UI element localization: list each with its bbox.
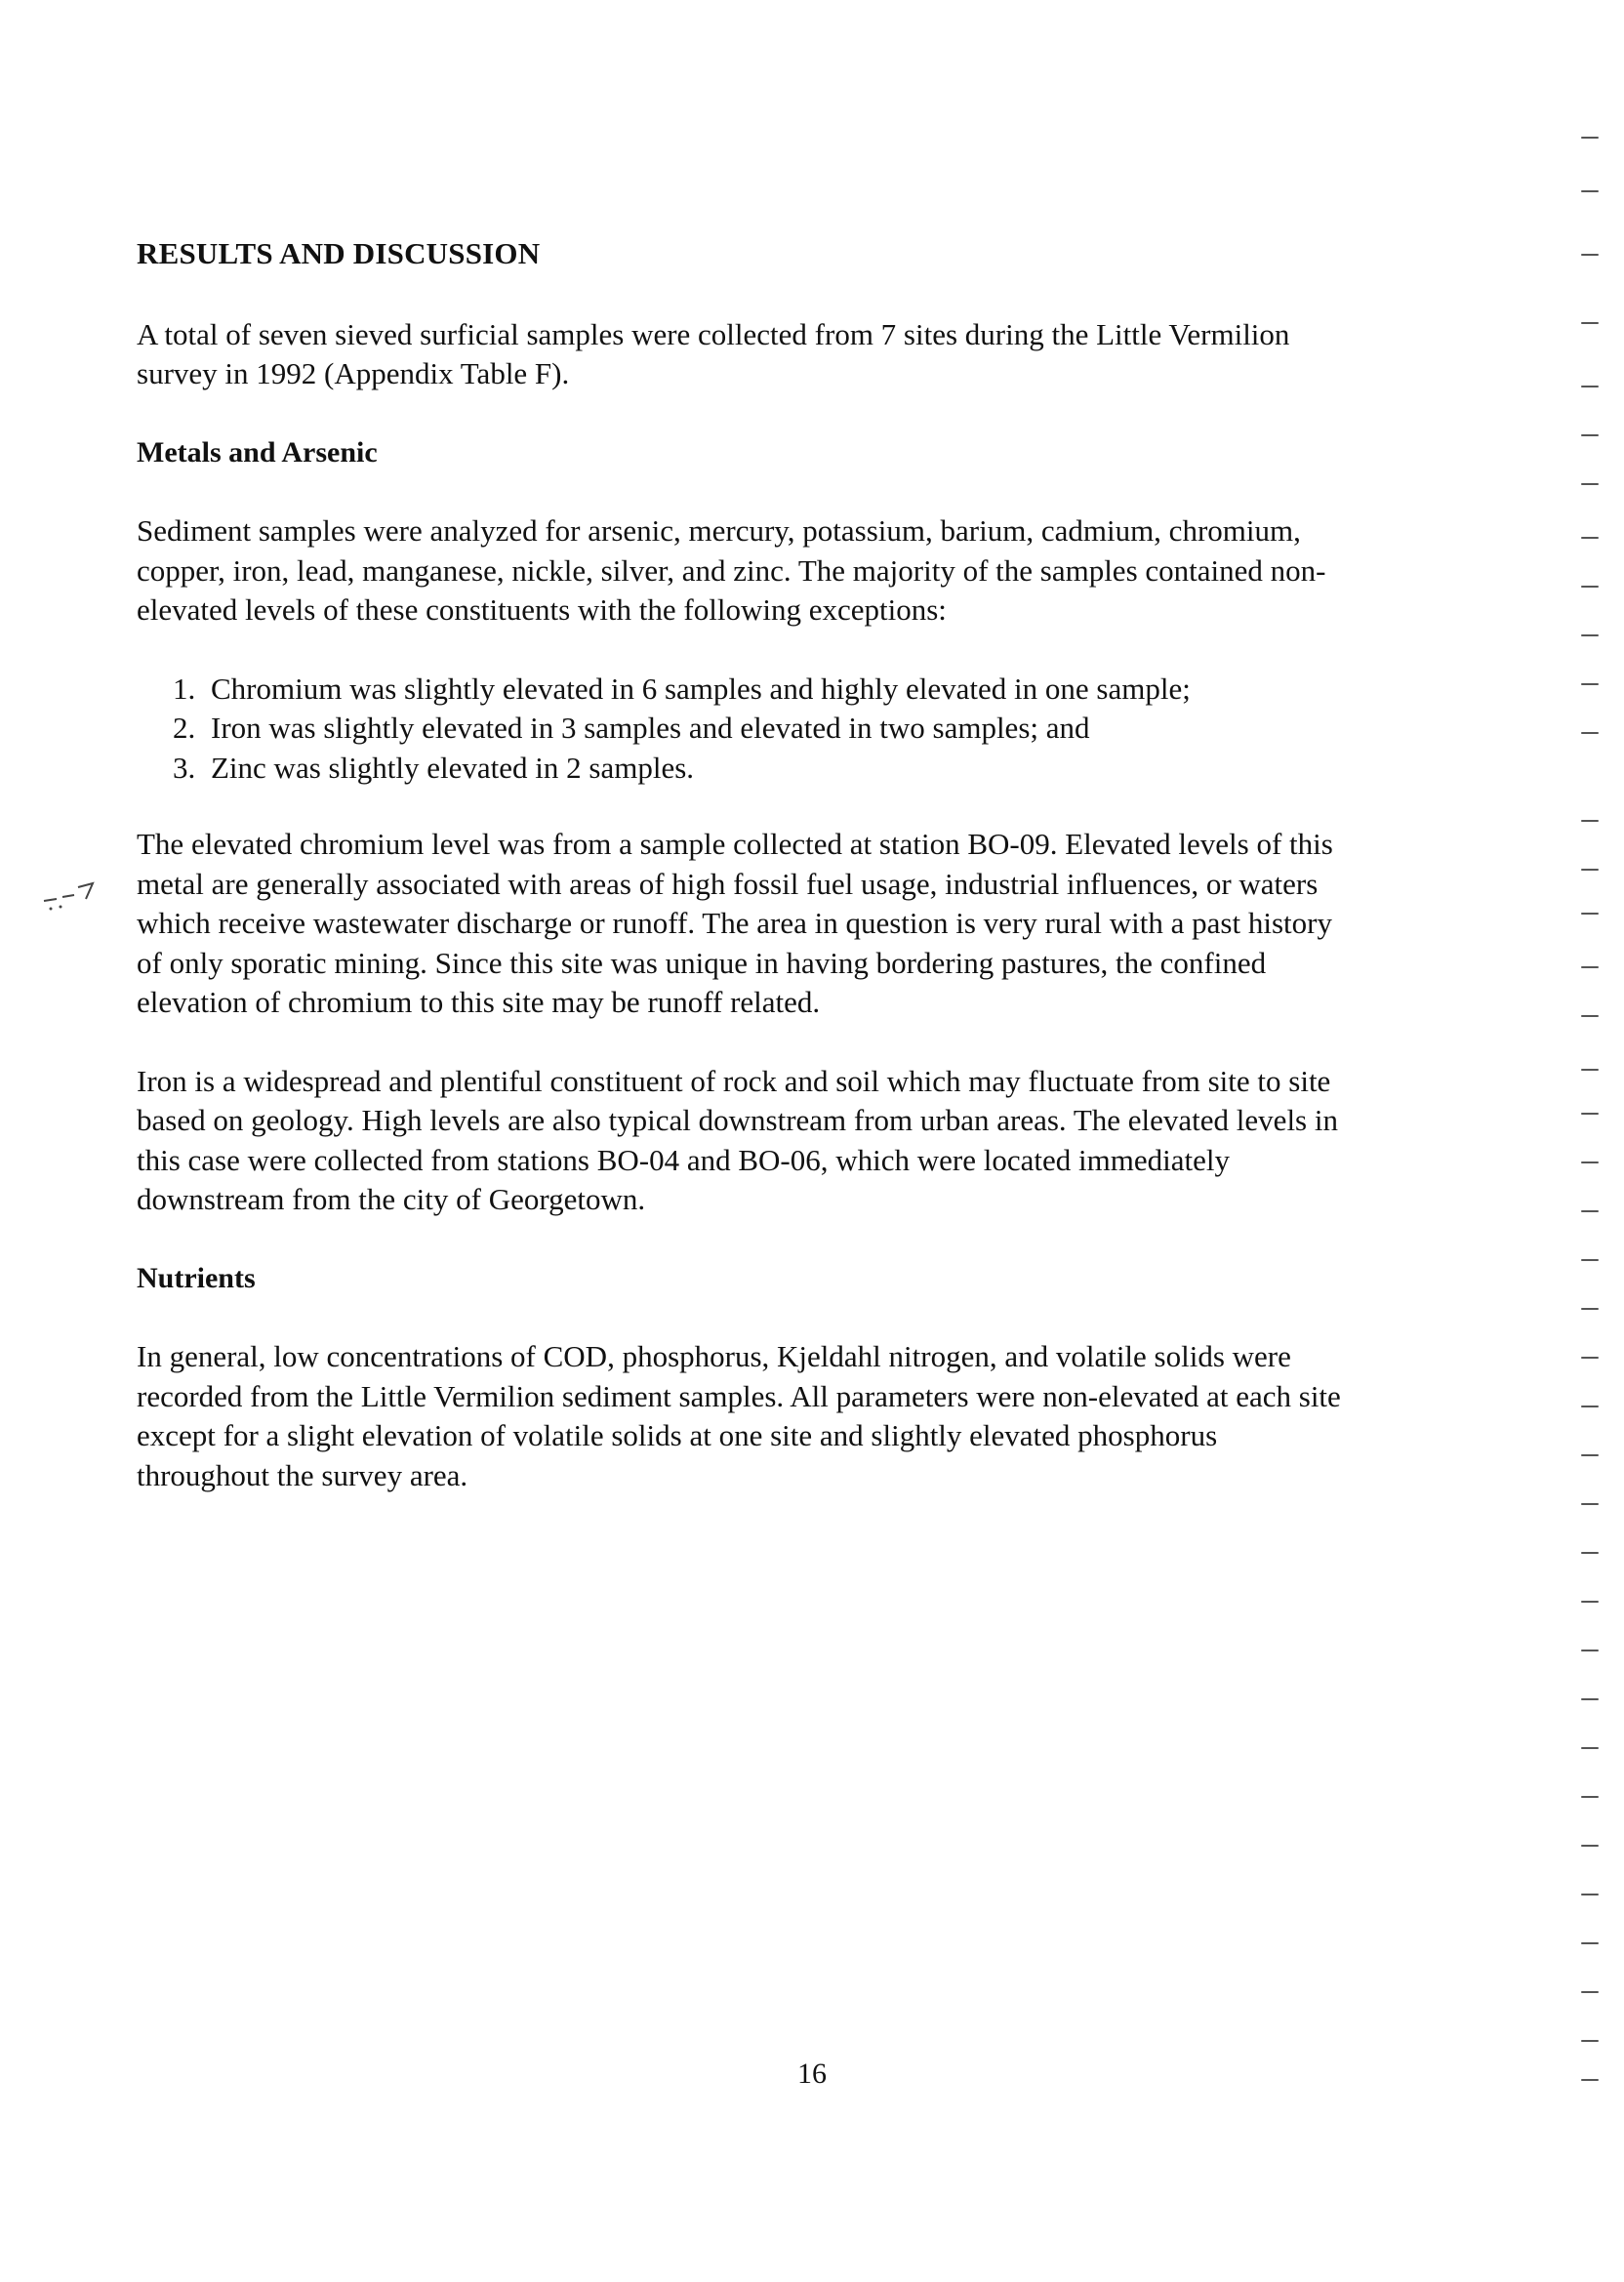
page-number: 16	[797, 2058, 827, 2090]
page-content	[137, 234, 1352, 1534]
nutrients-paragraph: In general, low concentrations of COD, phosphorus, Kjeldahl nitrogen, and volatile solids were recorded from the Little Vermilion sediment samples. All parameters were non-elevated at each site except for a slight elevation of volatile solids at one site and slightly elevated phosphorus throughout the survey area.	[137, 1339, 1341, 1492]
section-heading: RESULTS AND DISCUSSION	[137, 236, 541, 270]
list-item: 3. Zinc was slightly elevated in 2 samples.	[203, 749, 1352, 789]
metals-paragraph-3: Iron is a widespread and plentiful constituent of rock and soil which may fluctuate from site to site based on geology. High levels are also typical downstream from urban areas. The elevated levels in this case were collected from stations BO-04 and BO-06, which were located immediately downstream from the city of Georgetown.	[137, 1063, 1338, 1216]
handwritten-mark-icon	[39, 874, 117, 913]
nutrients-heading: Nutrients	[137, 1261, 256, 1294]
list-item: 2. Iron was slightly elevated in 3 samples and elevated in two samples; and	[203, 709, 1352, 749]
metals-paragraph-2: The elevated chromium level was from a sample collected at station BO-09. Elevated levels of this metal are generally associated with areas of high fossil fuel usage, industrial influences, or waters which receive wastewater discharge or runoff. The area in question is very rural with a past history of only sporatic mining. Since this site was unique in having bordering pastures, the confined elevation of chromium to this site may be runoff related.	[137, 827, 1333, 1019]
scan-edge-marks	[1581, 117, 1620, 2128]
metals-heading: Metals and Arsenic	[137, 435, 378, 469]
exceptions-list	[137, 670, 1352, 789]
list-item: 1. Chromium was slightly elevated in 6 samples and highly elevated in one sample;	[203, 670, 1352, 710]
metals-paragraph-1: Sediment samples were analyzed for arsenic, mercury, potassium, barium, cadmium, chromium, copper, iron, lead, manganese, nickle, silver, and zinc. The majority of the samples contained non-elevated levels of these constituents with the following exceptions:	[137, 513, 1326, 627]
intro-paragraph: A total of seven sieved surficial samples were collected from 7 sites during the Little Vermilion survey in 1992 (Appendix Table F).	[137, 316, 1290, 390]
